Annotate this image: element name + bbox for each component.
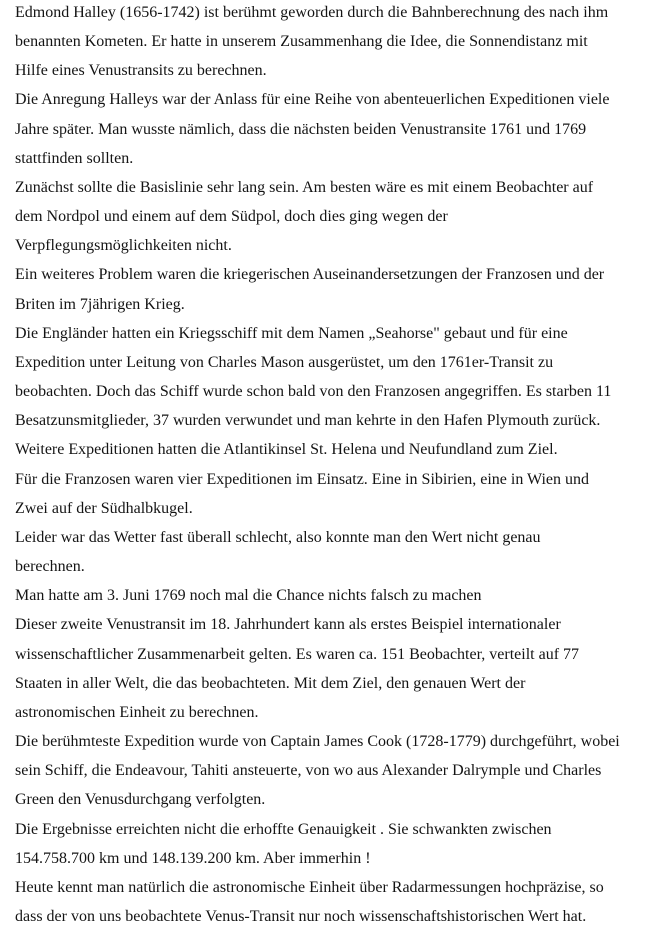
text-line: benannten Kometen. Er hatte in unserem Zusammenhang die Idee, die Sonnendistanz mit: [15, 33, 588, 51]
text-line: Staaten in aller Welt, die das beobachteten. Mit dem Ziel, den genauen Wert der: [15, 674, 526, 692]
text-line: Edmond Halley (1656-1742) ist berühmt geworden durch die Bahnberechnung des nach ihm: [15, 4, 609, 21]
text-line: 154.758.700 km und 148.139.200 km. Aber immerhin !: [15, 849, 371, 867]
text-line: Heute kennt man natürlich die astronomische Einheit über Radarmessungen hochpräzise, so: [15, 878, 604, 896]
text-line: sein Schiff, die Endeavour, Tahiti ansteuerte, von wo aus Alexander Dalrymple und Charles: [15, 762, 602, 780]
text-line: Jahre später. Man wusste nämlich, dass die nächsten beiden Venustransite 1761 und 1769: [15, 120, 587, 138]
text-line: Hilfe eines Venustransits zu berechnen.: [15, 62, 267, 80]
text-line: Briten im 7jährigen Krieg.: [15, 295, 185, 313]
text-line: beobachten. Doch das Schiff wurde schon bald von den Franzosen angegriffen. Es starben 11: [15, 383, 612, 401]
text-line: Für die Franzosen waren vier Expeditionen im Einsatz. Eine in Sibirien, eine in Wien und: [15, 470, 590, 488]
text-line: wissenschaftlicher Zusammenarbeit gelten. Es waren ca. 151 Beobachter, verteilt auf 77: [15, 645, 580, 663]
text-line: dass der von uns beobachtete Venus-Transit nur noch wissenschaftshistorischen Wert hat.: [15, 908, 587, 925]
text-line: Die Engländer hatten ein Kriegsschiff mit dem Namen „Seahorse" gebaut und für eine: [15, 324, 568, 342]
text-line: Verpflegungsmöglichkeiten nicht.: [15, 237, 232, 255]
text-line: Man hatte am 3. Juni 1769 noch mal die Chance nichts falsch zu machen: [15, 587, 482, 605]
text-line: Die berühmteste Expedition wurde von Captain James Cook (1728-1779) durchgeführt, wobei: [15, 733, 620, 751]
text-line: Die Ergebnisse erreichten nicht die erhoffte Genauigkeit . Sie schwankten zwischen: [15, 820, 552, 838]
text-line: Besatzunsmitglieder, 37 wurden verwundet und man kehrte in den Hafen Plymouth zurück.: [15, 412, 601, 430]
text-line: astronomischen Einheit zu berechnen.: [15, 703, 259, 721]
text-line: stattfinden sollten.: [15, 149, 134, 167]
text-line: Zunächst sollte die Basislinie sehr lang sein. Am besten wäre es mit einem Beobachter auf: [15, 178, 594, 196]
text-line: Dieser zweite Venustransit im 18. Jahrhundert kann als erstes Beispiel internationaler: [15, 616, 561, 634]
text-line: Green den Venusdurchgang verfolgten.: [15, 791, 266, 809]
text-line: Weitere Expeditionen hatten die Atlantikinsel St. Helena und Neufundland zum Ziel.: [15, 441, 558, 459]
text-line: Expedition unter Leitung von Charles Mason ausgerüstet, um den 1761er-Transit zu: [15, 353, 554, 371]
text-line: Leider war das Wetter fast überall schlecht, also konnte man den Wert nicht genau: [15, 528, 541, 546]
text-line: Ein weiteres Problem waren die kriegerischen Auseinandersetzungen der Franzosen und der: [15, 266, 605, 284]
text-line: Zwei auf der Südhalbkugel.: [15, 499, 193, 517]
text-line: Die Anregung Halleys war der Anlass für eine Reihe von abenteuerlichen Expeditionen viele: [15, 91, 610, 109]
text-line: berechnen.: [15, 558, 85, 576]
text-line: dem Nordpol und einem auf dem Südpol, doch dies ging wegen der: [15, 208, 448, 226]
